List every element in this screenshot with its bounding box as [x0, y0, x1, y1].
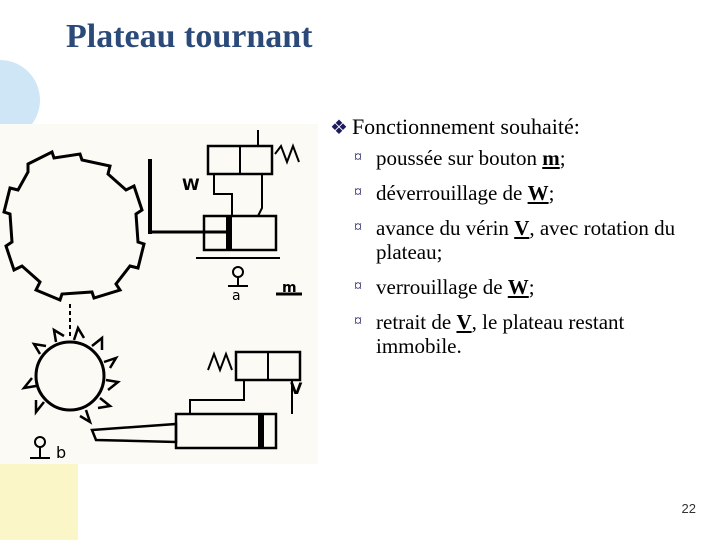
page-number: 22 [681, 501, 696, 516]
label-b: b [56, 443, 67, 462]
currency-bullet-icon: ¤ [354, 149, 362, 166]
diamond-bullet-icon: ❖ [330, 116, 348, 139]
list-item: ¤ retrait de V, le plateau restant immobile. [354, 310, 625, 358]
heading-bullet [330, 114, 710, 140]
currency-bullet-icon: ¤ [354, 278, 362, 295]
rotary-plate-disc [4, 152, 144, 300]
slide-title: Plateau tournant [66, 18, 313, 55]
label-m: m [282, 280, 297, 296]
ratchet-wheel [36, 342, 104, 410]
currency-bullet-icon: ¤ [354, 219, 362, 236]
list-item: ¤ poussée sur bouton m; [354, 146, 566, 170]
pneumatic-diagram [0, 124, 318, 464]
steps-list [330, 146, 710, 358]
bullet-list [330, 114, 710, 369]
list-item: ¤ avance du vérin V, avec rotation du plateau; [354, 216, 676, 264]
list-item: ¤ déverrouillage de W; [354, 181, 555, 205]
decorative-yellow-shape [0, 462, 78, 540]
label-v: V [290, 379, 303, 398]
heading-text: Fonctionnement souhaité: [351, 114, 580, 139]
currency-bullet-icon: ¤ [354, 313, 362, 330]
currency-bullet-icon: ¤ [354, 184, 362, 201]
label-a: a [232, 288, 241, 304]
label-w: W [182, 175, 200, 194]
list-item: ¤ verrouillage de W; [354, 275, 535, 299]
